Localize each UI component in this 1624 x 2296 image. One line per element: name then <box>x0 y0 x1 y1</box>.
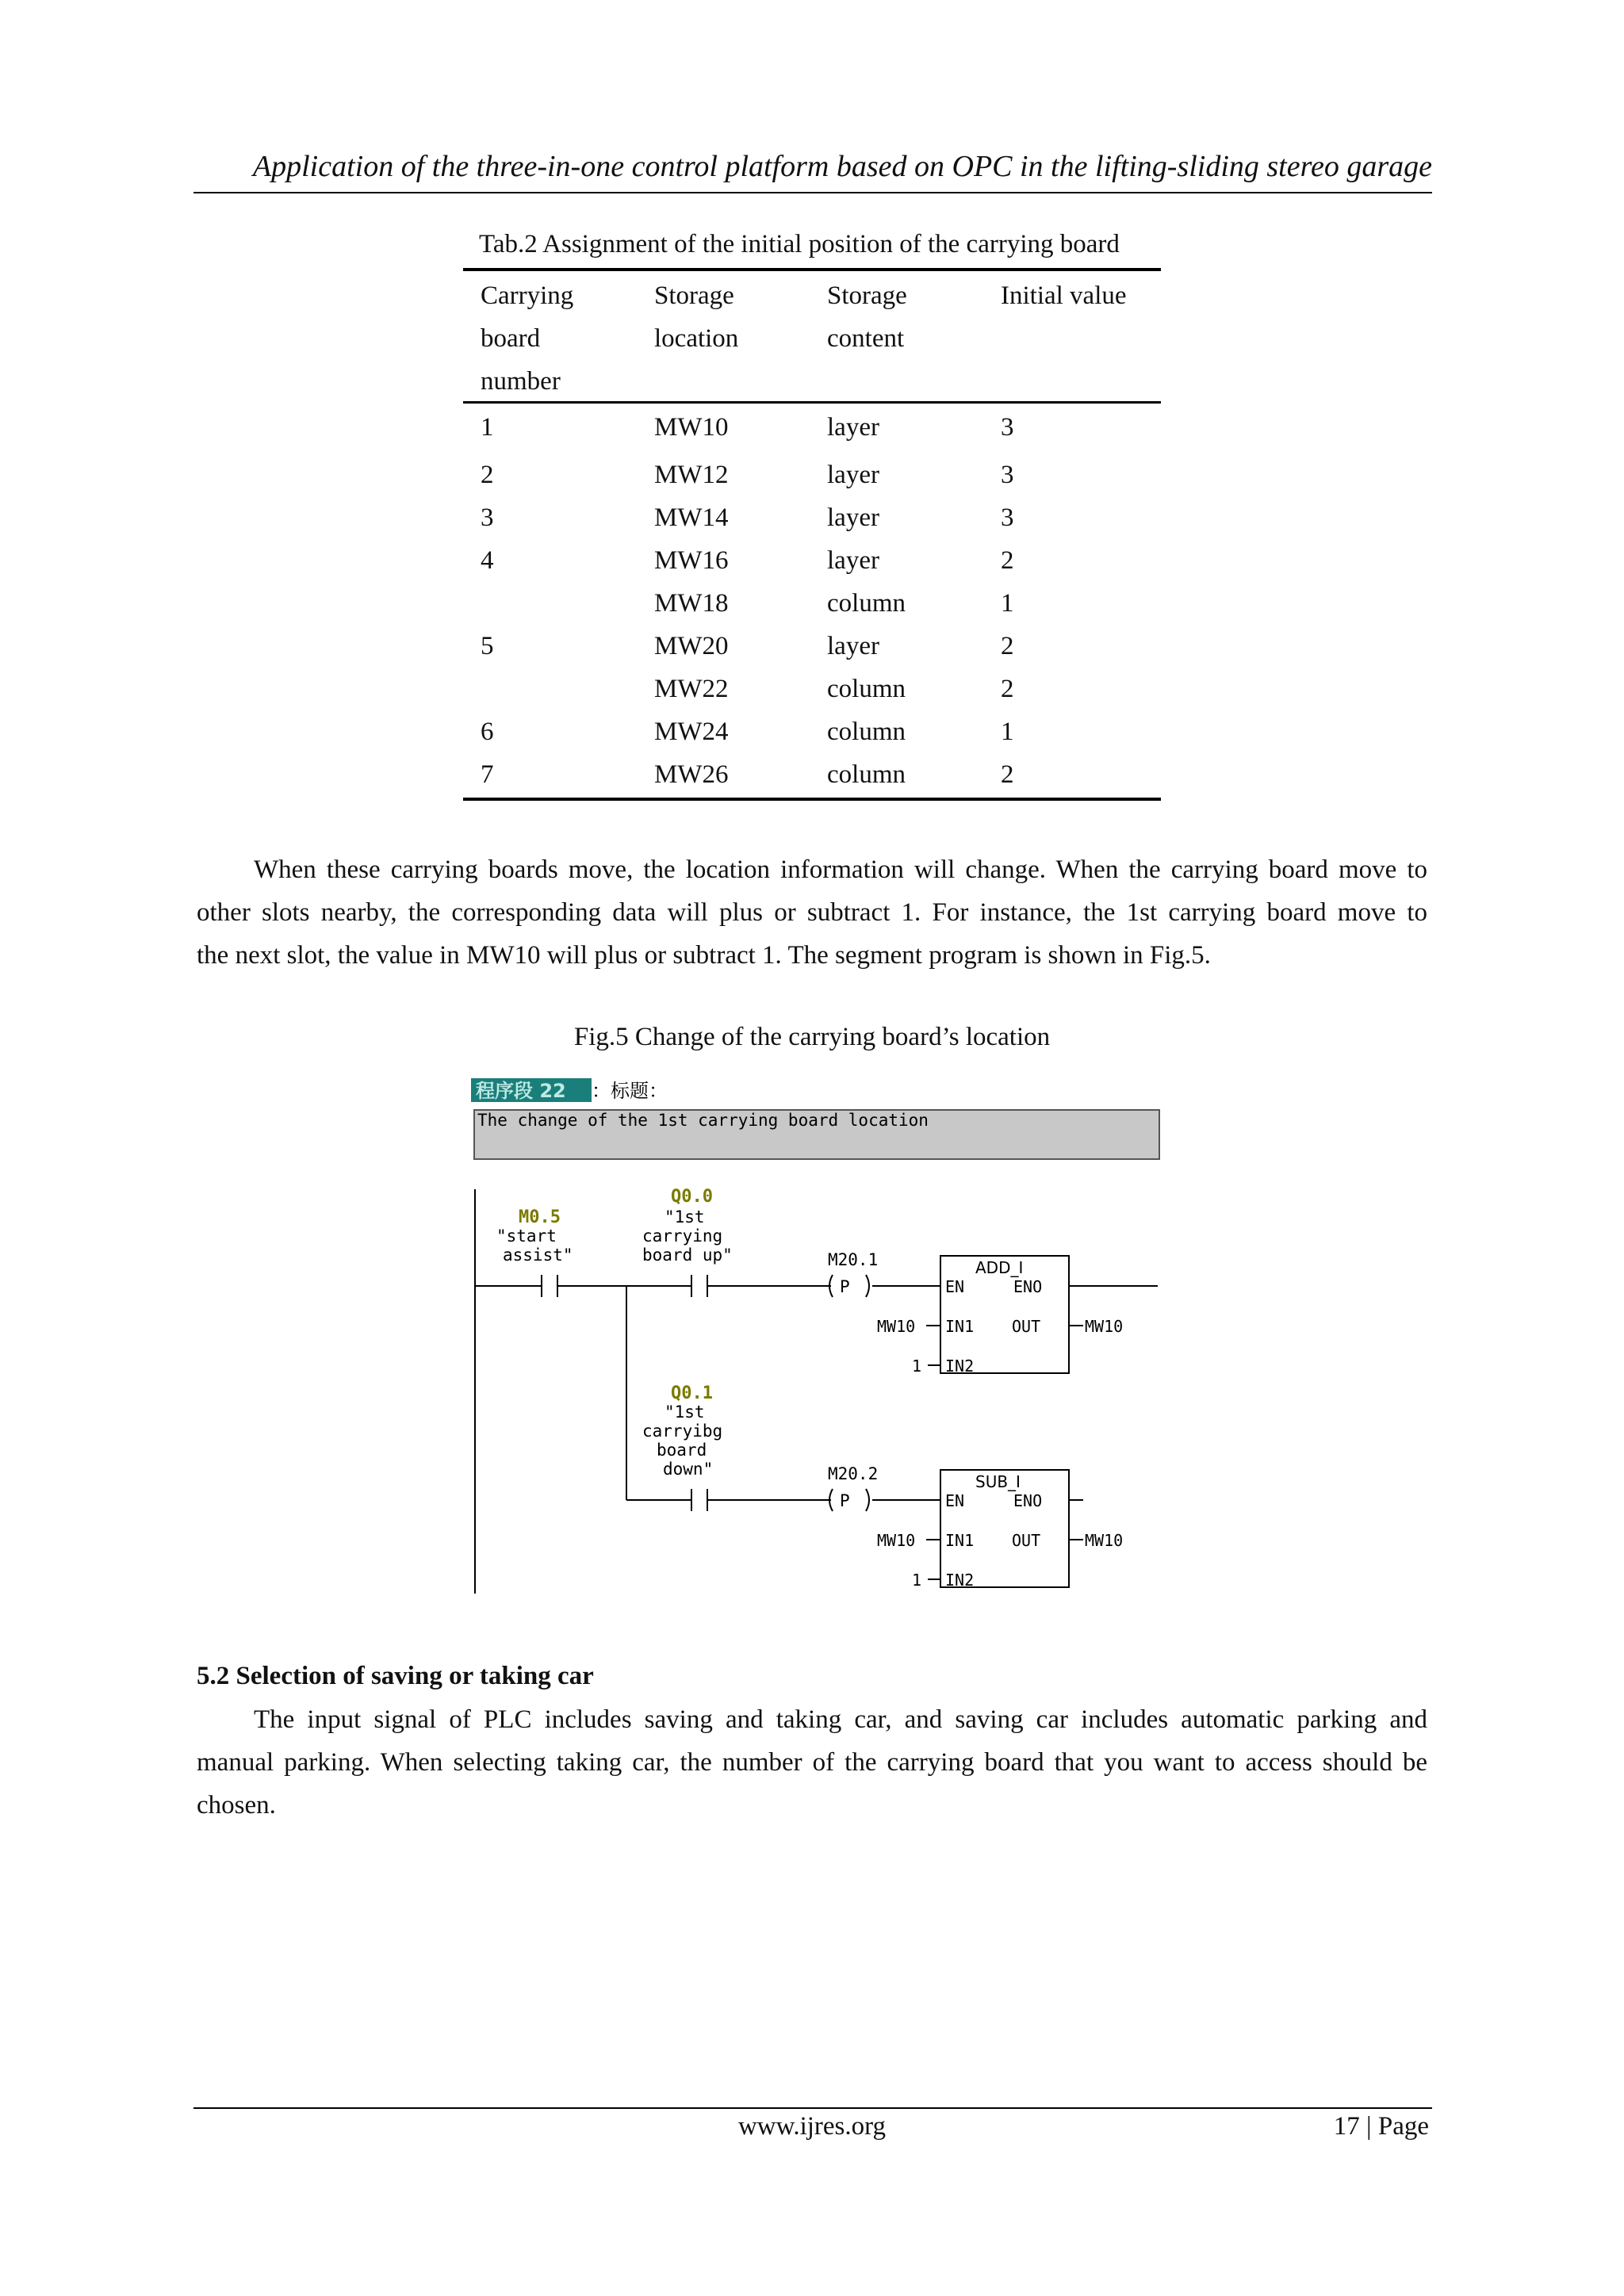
table-cell: 2 <box>1001 760 1014 789</box>
paragraph-1 <box>197 848 1427 977</box>
paragraph-2-line: manual parking. When selecting taking car, the number of the carrying board that you want to access should be <box>197 1748 1427 1777</box>
add-eno: ENO <box>1013 1277 1043 1296</box>
ladder-diagram <box>468 1072 1166 1595</box>
header-rule <box>193 192 1432 193</box>
contact3-symbol-2: carryibg <box>642 1422 723 1441</box>
table-cell: column <box>827 589 906 618</box>
table-cell: column <box>827 760 906 789</box>
table-cell: column <box>827 718 906 746</box>
add-in2: IN2 <box>945 1357 975 1376</box>
sub-in1: IN1 <box>945 1531 975 1550</box>
edge2-address: M20.2 <box>828 1464 879 1483</box>
sub-eno: ENO <box>1013 1491 1043 1510</box>
table-cell: layer <box>827 503 879 532</box>
table-cell: column <box>827 675 906 703</box>
sub-block-name: SUB_I <box>975 1472 1021 1491</box>
contact1-symbol-1: "start <box>496 1226 557 1246</box>
sub-in2: IN2 <box>945 1571 975 1590</box>
table-cell: 2 <box>481 461 494 489</box>
table-caption: Tab.2 Assignment of the initial position of the carrying board <box>479 230 1120 258</box>
paragraph-2-line: chosen. <box>197 1791 276 1820</box>
footer-rule <box>193 2107 1432 2109</box>
th-col3-line1: Storage <box>827 281 907 310</box>
contact2-symbol-1: "1st <box>665 1207 705 1226</box>
footer-site: www.ijres.org <box>737 2112 887 2141</box>
paragraph-1-line: the next slot, the value in MW10 will plus or subtract 1. The segment program is shown in Fig.5. <box>197 941 1211 970</box>
contact1-address: M0.5 <box>519 1207 561 1227</box>
table-cell: 4 <box>481 546 494 575</box>
add-in2-val: 1 <box>912 1357 922 1376</box>
contact3-symbol-3: board <box>657 1441 707 1460</box>
contact1-symbol-2: assist" <box>503 1246 573 1265</box>
sub-en: EN <box>945 1491 965 1510</box>
section-heading: 5.2 Selection of saving or taking car <box>197 1662 594 1690</box>
th-col1-line2: board <box>481 324 541 353</box>
table-cell: layer <box>827 413 879 442</box>
table-cell: MW14 <box>654 503 729 532</box>
add-out: OUT <box>1012 1317 1041 1336</box>
footer-page: 17 | Page <box>1333 2112 1429 2141</box>
table-cell: MW16 <box>654 546 729 575</box>
sub-in2-val: 1 <box>912 1571 922 1590</box>
table-cell: 1 <box>1001 718 1014 746</box>
contact3-address: Q0.1 <box>671 1383 713 1403</box>
table-cell: 2 <box>1001 632 1014 660</box>
table-cell: MW26 <box>654 760 729 789</box>
table-cell: 6 <box>481 718 494 746</box>
table-cell: 3 <box>1001 461 1014 489</box>
contact3-symbol-1: "1st <box>665 1402 705 1422</box>
comment-text: The change of the 1st carrying board location <box>477 1111 929 1130</box>
running-header: Application of the three-in-one control platform based on OPC in the lifting-sliding stereo garage <box>252 150 1432 183</box>
table-cell: MW12 <box>654 461 729 489</box>
contact2-symbol-3: board up" <box>642 1246 733 1265</box>
contact2-address: Q0.0 <box>671 1187 713 1207</box>
add-out-val: MW10 <box>1085 1317 1124 1336</box>
table-header-rule <box>463 401 1161 404</box>
title-label: ：标题： <box>592 1080 668 1102</box>
add-in1: IN1 <box>945 1317 975 1336</box>
table-cell: 3 <box>1001 503 1014 532</box>
th-col3-line2: content <box>827 324 905 353</box>
add-en: EN <box>945 1277 965 1296</box>
table-top-rule <box>463 268 1161 271</box>
table-cell: 2 <box>1001 546 1014 575</box>
th-col2-line1: Storage <box>654 281 734 310</box>
table-cell: 1 <box>481 413 494 442</box>
table-cell: layer <box>827 546 879 575</box>
table-cell: 1 <box>1001 589 1014 618</box>
add-in1-val: MW10 <box>877 1317 916 1336</box>
table-cell: MW10 <box>654 413 729 442</box>
edge-coil-1-label: P <box>840 1277 850 1296</box>
segment-label: 程序段 22 <box>476 1080 566 1102</box>
table-bottom-rule <box>463 798 1161 801</box>
contact3-symbol-4: down" <box>663 1460 714 1479</box>
sub-in1-val: MW10 <box>877 1531 916 1550</box>
table-cell: MW24 <box>654 718 729 746</box>
figure-caption: Fig.5 Change of the carrying board’s location <box>573 1023 1051 1051</box>
table-cell: MW22 <box>654 675 729 703</box>
sub-out-val: MW10 <box>1085 1531 1124 1550</box>
contact2-symbol-2: carrying <box>642 1226 723 1246</box>
th-col1-line1: Carrying <box>481 281 574 310</box>
table-cell: MW20 <box>654 632 729 660</box>
table-cell: 3 <box>481 503 494 532</box>
paragraph-2-line: The input signal of PLC includes saving and taking car, and saving car includes automatic parking and <box>254 1705 1427 1734</box>
table-cell: MW18 <box>654 589 729 618</box>
table-cell: 5 <box>481 632 494 660</box>
table-cell: 3 <box>1001 413 1014 442</box>
th-col4-line1: Initial value <box>1001 281 1127 310</box>
th-col2-line2: location <box>654 324 739 353</box>
edge1-address: M20.1 <box>828 1250 879 1269</box>
th-col1-line3: number <box>481 367 561 396</box>
add-block-name: ADD_I <box>975 1258 1024 1277</box>
paragraph-1-line: other slots nearby, the corresponding data will plus or subtract 1. For instance, the 1st carrying board move to <box>197 898 1427 927</box>
table-cell: layer <box>827 461 879 489</box>
paragraph-1-line: When these carrying boards move, the location information will change. When the carrying board move to <box>254 855 1427 884</box>
table-cell: 2 <box>1001 675 1014 703</box>
table-cell: 7 <box>481 760 494 789</box>
paragraph-2 <box>197 1698 1427 1827</box>
sub-out: OUT <box>1012 1531 1041 1550</box>
table-cell: layer <box>827 632 879 660</box>
edge-coil-2-label: P <box>840 1491 850 1510</box>
